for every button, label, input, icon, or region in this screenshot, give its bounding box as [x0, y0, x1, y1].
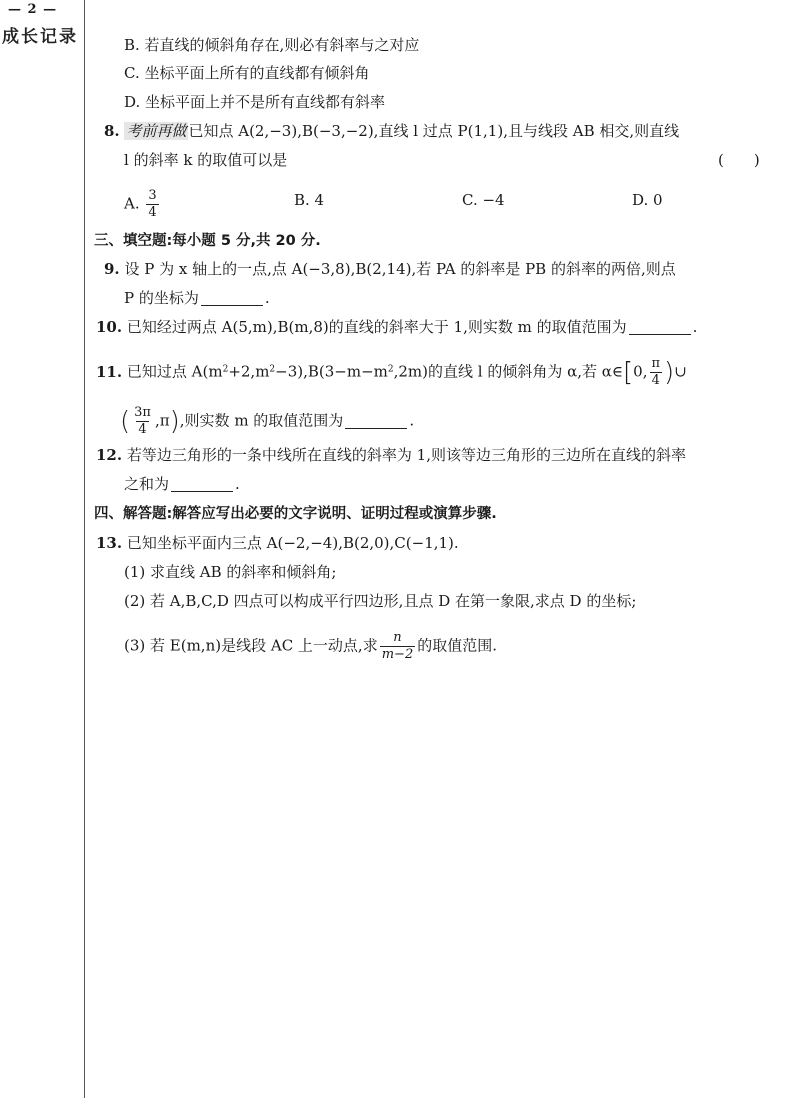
q13-text: 已知坐标平面内三点 A(−2,−4),B(2,0),C(−1,1).	[126, 534, 459, 552]
right-paren: )	[664, 357, 675, 388]
left-paren: (	[120, 406, 131, 437]
option-label: A.	[124, 194, 140, 213]
q8-text: 已知点 A(2,−3),B(−3,−2),直线 l 过点 P(1,1),且与线段 AB 相交,则直线	[188, 122, 680, 140]
fraction	[146, 188, 158, 221]
answer-paren: ( )	[718, 151, 760, 169]
numerator: 3	[148, 188, 157, 203]
page-number: — 2 —	[8, 2, 58, 17]
q12-text: 若等边三角形的一条中线所在直线的斜率为 1,则该等边三角形的三边所在直线的斜率	[126, 446, 686, 464]
exponent: 2	[269, 364, 276, 375]
q7-option-b: B. 若直线的倾斜角存在,则必有斜率与之对应	[124, 36, 420, 54]
q13-part-3-text: (3) 若 E(m,n)是线段 AC 上一动点,求	[124, 636, 378, 655]
period: .	[264, 289, 270, 307]
q13-part-2: (2) 若 A,B,C,D 四点可以构成平行四边形,且点 D 在第一象限,求点 D 的坐标;	[124, 592, 637, 610]
denominator: 4	[148, 205, 157, 220]
q12-text-cont: 之和为	[124, 475, 170, 493]
q7-option-d: D. 坐标平面上并不是所有直线都有斜率	[124, 93, 386, 111]
period: .	[409, 411, 415, 430]
margin-tag: 成长记录	[2, 27, 78, 47]
q11-line-2	[120, 405, 414, 438]
q11-text: ,2m)的直线 l 的倾斜角为 α,若 α∈	[393, 362, 624, 381]
review-tag: 考前再做	[126, 122, 187, 140]
q9-line-1	[104, 258, 676, 280]
margin-rule	[84, 0, 85, 1098]
q13-part-3-text: 的取值范围.	[417, 636, 497, 655]
q9-text-cont: P 的坐标为	[124, 289, 199, 307]
q8-line-1	[104, 120, 679, 142]
q13-line	[96, 532, 459, 554]
answer-blank[interactable]	[171, 476, 233, 492]
denominator: m−2	[381, 647, 414, 662]
question-number: 10.	[96, 318, 123, 336]
q13-part-1: (1) 求直线 AB 的斜率和倾斜角;	[124, 563, 337, 581]
interval-start: 0,	[633, 362, 648, 381]
q10-text: 已知经过两点 A(5,m),B(m,8)的直线的斜率大于 1,则实数 m 的取值范围为	[126, 318, 627, 336]
exponent: 2	[222, 364, 229, 375]
q8-option-c: C. −4	[462, 191, 505, 209]
q12-line-1	[96, 444, 686, 466]
q11-text: 已知过点 A(m	[126, 362, 223, 381]
q13-part-3	[124, 630, 497, 663]
numerator: 3π	[134, 405, 151, 420]
right-paren: )	[169, 406, 180, 437]
answer-blank[interactable]	[629, 319, 691, 335]
q10-line	[96, 316, 697, 338]
question-number: 11.	[96, 362, 123, 381]
left-bracket: [	[623, 357, 634, 388]
section-title: 四、解答题:解答应写出必要的文字说明、证明过程或演算步骤.	[94, 506, 497, 522]
q9-line-2	[124, 287, 270, 309]
fraction	[132, 405, 153, 438]
period: .	[692, 318, 698, 336]
question-number: 9.	[104, 260, 120, 278]
q8-option-b: B. 4	[294, 191, 325, 209]
q7-option-c: C. 坐标平面上所有的直线都有倾斜角	[124, 64, 370, 82]
denominator: 4	[138, 422, 147, 437]
fraction	[380, 630, 416, 663]
q8-option-d: D. 0	[632, 191, 663, 209]
period: .	[235, 475, 240, 493]
answer-blank[interactable]	[345, 413, 407, 429]
fraction	[649, 356, 662, 389]
question-number: 12.	[96, 446, 123, 464]
numerator: π	[651, 356, 661, 371]
q11-line-1	[96, 356, 687, 389]
answer-blank[interactable]	[201, 290, 263, 306]
interval-end: ,π	[154, 411, 170, 430]
q8-option-a	[124, 188, 161, 221]
question-number: 8.	[104, 122, 120, 140]
numerator: n	[393, 630, 402, 645]
q11-text: +2,m	[228, 362, 270, 381]
union-symbol: ∪	[674, 362, 687, 381]
q8-text-cont: l 的斜率 k 的取值可以是	[124, 151, 288, 169]
q9-text: 设 P 为 x 轴上的一点,点 A(−3,8),B(2,14),若 PA 的斜率是 PB 的斜率的两倍,则点	[124, 260, 676, 278]
q11-text: −3),B(3−m−m	[275, 362, 388, 381]
q11-text-cont: ,则实数 m 的取值范围为	[179, 411, 344, 430]
question-number: 13.	[96, 534, 123, 552]
denominator: 4	[651, 373, 660, 388]
section-title: 三、填空题:每小题 5 分,共 20 分.	[94, 233, 321, 249]
exponent: 2	[387, 364, 394, 375]
q12-line-2	[124, 473, 240, 495]
